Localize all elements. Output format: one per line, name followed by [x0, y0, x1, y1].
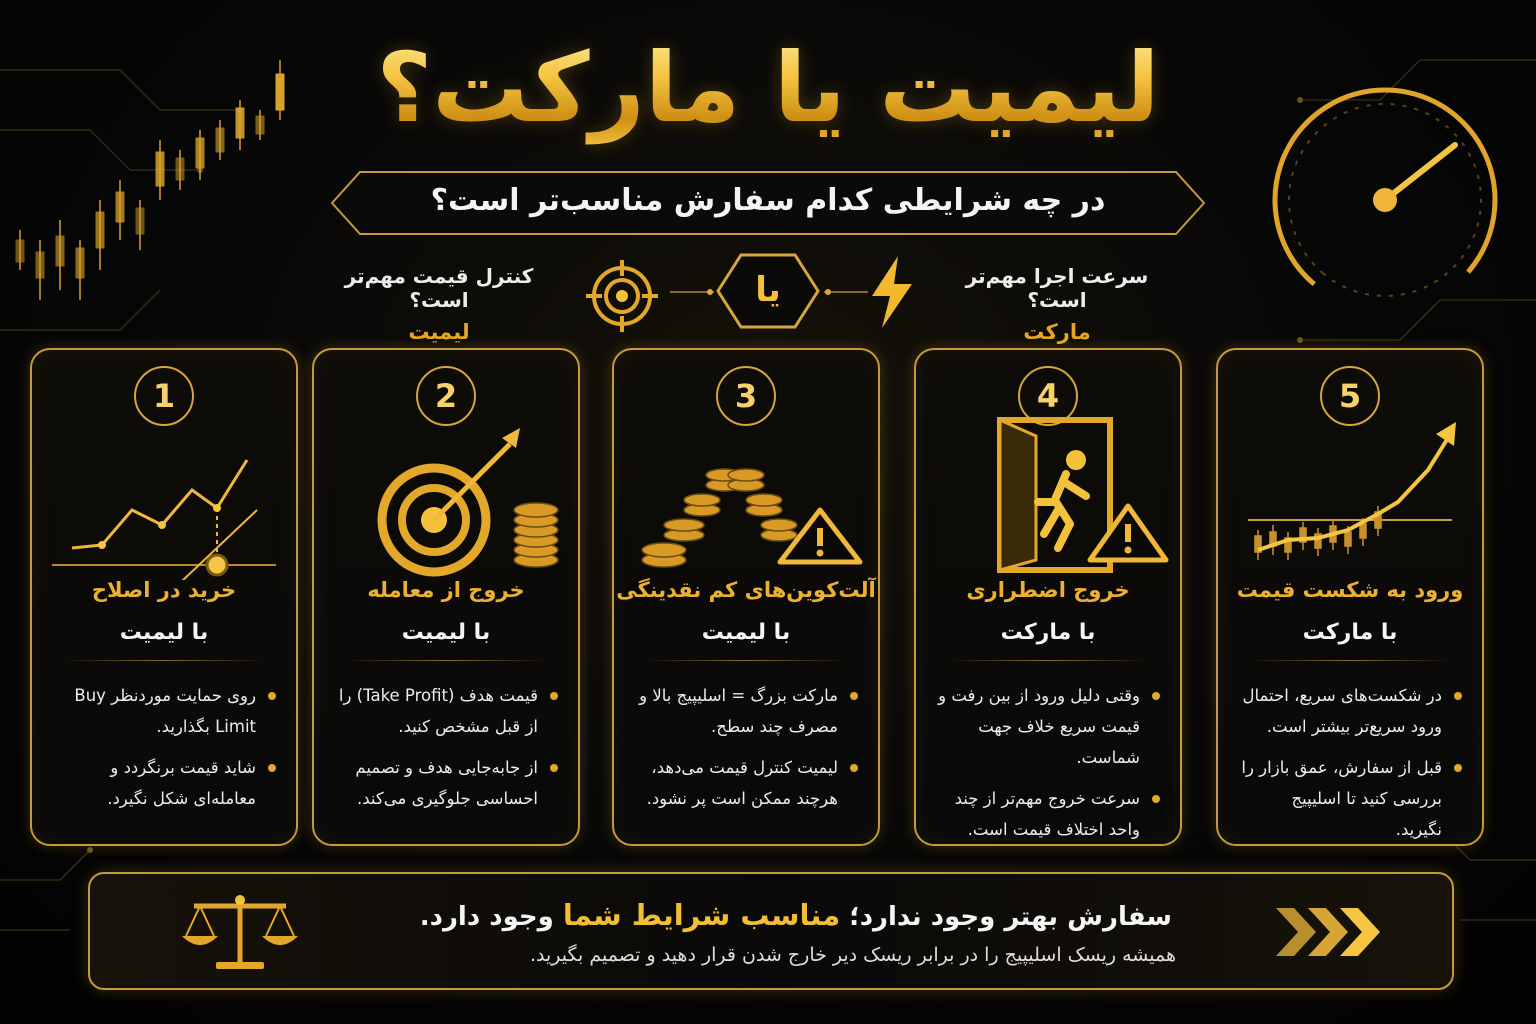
bullet-item: از جابه‌جایی هدف و تصمیم احساسی جلوگیری می‌کند. — [336, 752, 560, 814]
right-question — [936, 264, 1178, 344]
left-question-answer: لیمیت — [408, 320, 470, 344]
or-badge — [715, 252, 821, 330]
bottom-headline-start: سفارش بهتر وجود ندارد؛ — [849, 902, 1172, 932]
divider — [62, 660, 266, 661]
bullet-item: قیمت هدف (Take Profit) را از قبل مشخص کنید. — [336, 680, 560, 742]
chevrons-icon — [1272, 904, 1382, 960]
bullet-item: روی حمایت موردنظر Buy Limit بگذارید. — [54, 680, 278, 742]
left-question — [318, 264, 560, 344]
target-icon — [584, 258, 660, 334]
divider — [1248, 660, 1452, 661]
pullback-chart-icon — [42, 410, 286, 580]
bullet-item: شاید قیمت برنگردد و معامله‌ای شکل نگیرد. — [54, 752, 278, 814]
card-buy-pullback — [30, 348, 298, 846]
bullet-list — [938, 680, 1162, 855]
scales-icon — [180, 892, 300, 972]
divider — [946, 660, 1150, 661]
bullet-item: قبل از سفارش، عمق بازار را بررسی کنید تا اسلیپیج نگیرید. — [1240, 752, 1464, 845]
lightning-icon — [866, 254, 918, 330]
card-low-liquidity-altcoins — [612, 348, 880, 846]
bullet-item: وقتی دلیل ورود از بین رفت و قیمت سریع خلاف جهت شماست. — [938, 680, 1162, 773]
card-number: 4 — [1018, 366, 1078, 426]
bullet-item: سرعت خروج مهم‌تر از چند واحد اختلاف قیمت است. — [938, 783, 1162, 845]
bullet-item: لیمیت کنترل قیمت می‌دهد، هرچند ممکن است پر نشود. — [636, 752, 860, 814]
bottom-banner — [88, 872, 1454, 990]
card-subtitle: با لیمیت — [701, 620, 791, 645]
card-number: 1 — [134, 366, 194, 426]
card-title: ورود به شکست قیمت — [1236, 578, 1464, 602]
bullet-item: مارکت بزرگ = اسلیپیج بالا و مصرف چند سطح. — [636, 680, 860, 742]
subtitle: در چه شرایطی کدام سفارش مناسب‌تر است؟ — [430, 183, 1106, 218]
bottom-headline — [420, 898, 1172, 932]
coin-stacks-warning-icon — [624, 410, 868, 580]
left-question-text: کنترل قیمت مهم‌تر است؟ — [344, 264, 534, 312]
connector-left — [670, 287, 714, 297]
bullet-item: در شکست‌های سریع، احتمال ورود سریع‌تر بیشتر است. — [1240, 680, 1464, 742]
right-question-text: سرعت اجرا مهم‌تر است؟ — [965, 264, 1149, 312]
card-subtitle: با مارکت — [1302, 620, 1398, 645]
divider — [644, 660, 848, 661]
connector-right — [824, 287, 868, 297]
bullet-list — [336, 680, 560, 824]
card-emergency-exit — [914, 348, 1182, 846]
card-subtitle: با لیمیت — [401, 620, 491, 645]
bullet-list — [636, 680, 860, 824]
bottom-note: همیشه ریسک اسلیپیج را در برابر ریسک دیر خارج شدن قرار دهید و تصمیم بگیرید. — [530, 944, 1176, 966]
card-subtitle: با لیمیت — [119, 620, 209, 645]
bottom-headline-end: وجود دارد. — [419, 902, 554, 932]
target-coins-icon — [324, 410, 568, 580]
card-title: خروج اضطراری — [966, 578, 1130, 602]
card-exit-trade — [312, 348, 580, 846]
card-subtitle: با مارکت — [1000, 620, 1096, 645]
bottom-headline-highlight: مناسب شرایط شما — [562, 898, 841, 932]
page-title: لیمیت یا مارکت؟ — [0, 28, 1536, 148]
or-label: یا — [755, 270, 781, 310]
breakout-chart-icon — [1228, 410, 1472, 580]
card-title: خرید در اصلاح — [91, 578, 237, 602]
card-number: 3 — [716, 366, 776, 426]
bullet-list — [54, 680, 278, 824]
card-breakout-entry — [1216, 348, 1484, 846]
subtitle-banner — [330, 170, 1206, 236]
card-title: آلت‌کوین‌های کم نقدینگی — [616, 578, 876, 602]
emergency-exit-icon — [926, 410, 1170, 580]
right-question-answer: مارکت — [1023, 320, 1091, 344]
bullet-list — [1240, 680, 1464, 855]
card-number: 5 — [1320, 366, 1380, 426]
card-title: خروج از معامله — [367, 578, 525, 602]
card-number: 2 — [416, 366, 476, 426]
divider — [344, 660, 548, 661]
